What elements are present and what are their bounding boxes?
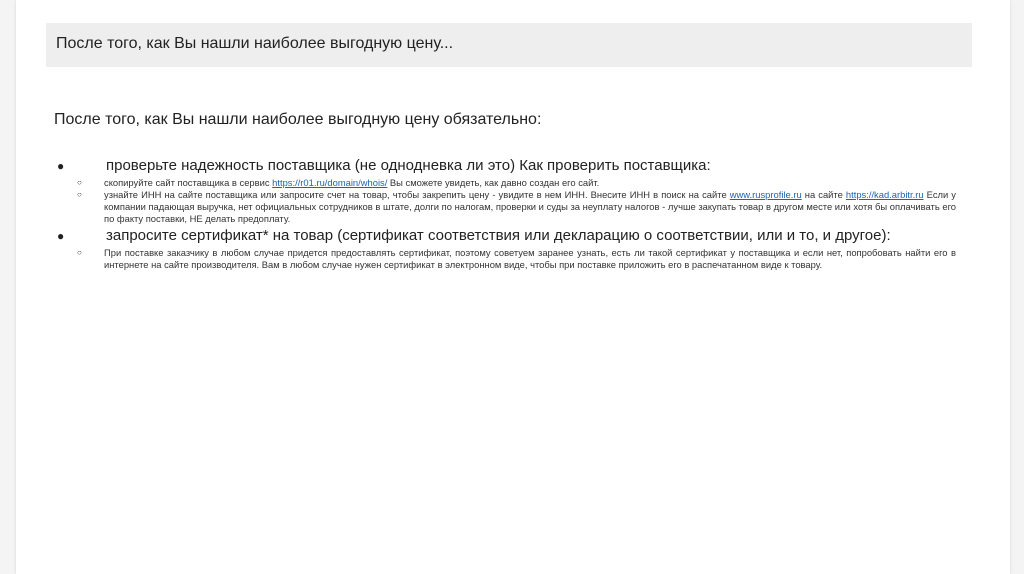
slide-title: После того, как Вы нашли наиболее выгодную цену... <box>56 35 454 52</box>
sub-item <box>54 177 956 189</box>
bullet-item <box>54 157 956 175</box>
section-heading: После того, как Вы нашли наиболее выгодную цену обязательно: <box>54 111 542 128</box>
sub-text <box>104 177 956 189</box>
sub-text-post: Если у компании падающая выручка, нет официальных сотрудников в штате, долги по налогам, проверки и суды за неуплату налогов - лучше закупать товар в другом месте или хотя бы оплачивать его по факту поставки, НЕ делать предоплату. <box>104 189 956 224</box>
bullet-dot-icon: ● <box>57 229 65 243</box>
sub-dot-icon: ○ <box>77 248 82 257</box>
title-bar <box>46 23 972 67</box>
sub-text-pre: скопируйте сайт поставщика в сервис <box>104 177 273 188</box>
bullet-item <box>54 227 956 245</box>
sub-text-mid: на сайте <box>801 189 846 200</box>
whois-link[interactable]: https://r01.ru/domain/whois/ <box>272 177 388 188</box>
sub-item <box>54 189 956 225</box>
sub-text-pre: узнайте ИНН на сайте поставщика или запросите счет на товар, чтобы закрепить цену - увидите в нем ИНН. Внесите ИНН в поиск на сайте <box>104 189 730 200</box>
sub-item <box>54 247 956 271</box>
bullet-text: проверьте надежность поставщика (не однодневка ли это) Как проверить поставщика: <box>106 157 711 174</box>
kad-arbitr-link[interactable]: https://kad.arbitr.ru <box>845 189 924 200</box>
bullet-dot-icon: ● <box>57 159 65 173</box>
bullet-text: запросите сертификат* на товар (сертификат соответствия или декларацию о соответствии, или и то, и другое): <box>106 227 891 244</box>
rusprofile-link[interactable]: www.rusprofile.ru <box>729 189 802 200</box>
sub-list <box>54 177 956 225</box>
sub-text: При поставке заказчику в любом случае придется предоставлять сертификат, поэтому советуем заранее узнать, есть ли такой сертификат у поставщика и если нет, попробовать найти его в интернете на сайте производителя. Вам в любом случае нужен сертификат в электронном виде, чтобы при поставке приложить его в распечатанном виде к товару. <box>104 247 956 270</box>
sub-list <box>54 247 956 271</box>
sub-text <box>104 189 956 225</box>
sub-dot-icon: ○ <box>77 190 82 199</box>
sub-text-post: Вы сможете увидеть, как давно создан его сайт. <box>387 177 600 188</box>
sub-dot-icon: ○ <box>77 178 82 187</box>
bullet-list <box>54 157 956 273</box>
slide <box>16 0 1010 574</box>
